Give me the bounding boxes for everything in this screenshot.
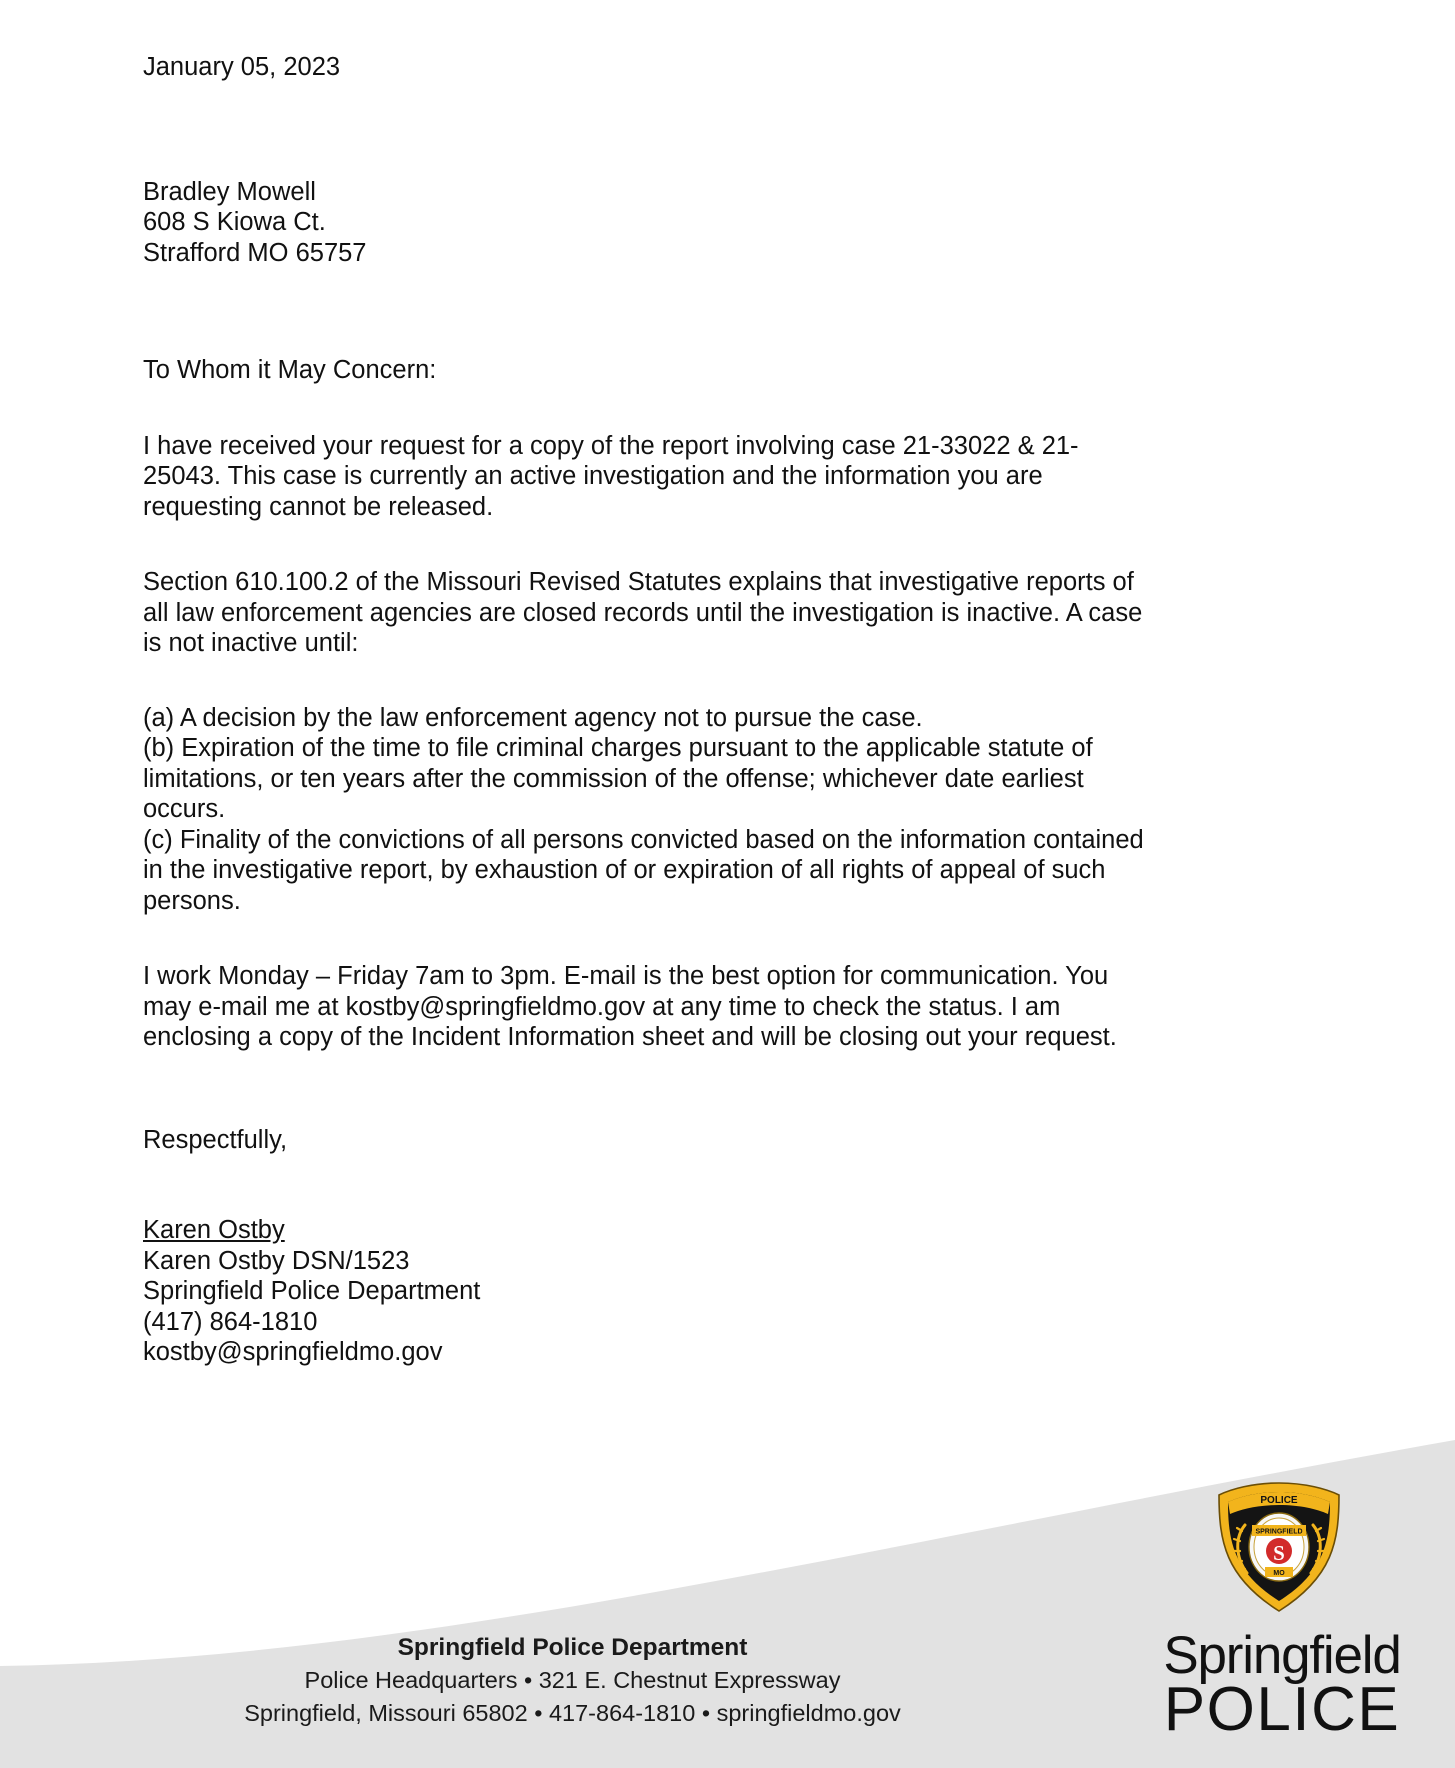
recipient-street: 608 S Kiowa Ct. (143, 208, 326, 236)
clause-c: (c) Finality of the convictions of all persons convicted based on the information contained in the investigative report, by exhaustion of or expiration of all rights of appeal of such persons. (143, 825, 1144, 915)
paragraph-statute: Section 610.100.2 of the Missouri Revised Statutes explains that investigative reports of all law enforcement agencies are closed records until the investigation is inactive. A case is not inactive until: (143, 568, 1143, 657)
footer-address-line-1: Police Headquarters • 321 E. Chestnut Expressway (304, 1667, 841, 1693)
badge-bottom-text: MO (1273, 1569, 1285, 1577)
badge-top-text: POLICE (1260, 1495, 1298, 1506)
footer-contact-block (180, 1631, 965, 1730)
wordmark-line-2: POLICE (1163, 1674, 1401, 1744)
footer-organization: Springfield Police Department (397, 1634, 748, 1661)
signature-name: Karen Ostby (143, 1216, 285, 1244)
signature-block (143, 1215, 1153, 1368)
closing-salutation: Respectfully, (143, 1125, 288, 1154)
police-brand-lockup (1137, 1481, 1427, 1746)
recipient-address-block (143, 177, 1153, 269)
police-badge-icon (1209, 1481, 1349, 1613)
signature-name-dsn: Karen Ostby DSN/1523 (143, 1246, 410, 1275)
badge-center-letter: S (1273, 1541, 1285, 1565)
clause-a: (a) A decision by the law enforcement agency not to pursue the case. (143, 703, 923, 732)
inactive-criteria-list (143, 703, 1153, 917)
letter-body (143, 52, 1153, 1368)
footer-address-line-2: Springfield, Missouri 65802 • 417-864-1810 • springfieldmo.gov (244, 1700, 901, 1726)
paragraph-contact-hours: I work Monday – Friday 7am to 3pm. E-mail is the best option for communication. You may e-mail me at kostby@springfieldmo.gov at any time to check the status. I am enclosing a copy of the Incident Information sheet and will be closing out your request. (143, 962, 1117, 1051)
springfield-police-wordmark (1137, 1626, 1427, 1744)
letter-date: January 05, 2023 (143, 53, 341, 81)
clause-b: (b) Expiration of the time to file criminal charges pursuant to the applicable statute of limitations, or ten years after the commission of the offense; whichever date earliest occurs. (143, 734, 1093, 823)
signature-department: Springfield Police Department (143, 1277, 481, 1305)
salutation: To Whom it May Concern: (143, 356, 437, 384)
page-footer (0, 1428, 1455, 1768)
paragraph-request-denial: I have received your request for a copy of the report involving case 21-33022 & 21-25043. This case is currently an active investigation and the information you are requesting cannot be released. (143, 431, 1079, 521)
wordmark-line-1: Springfield (1163, 1626, 1401, 1686)
signature-email: kostby@springfieldmo.gov (143, 1338, 443, 1366)
recipient-city-state-zip: Strafford MO 65757 (143, 238, 367, 267)
recipient-name: Bradley Mowell (143, 177, 316, 206)
signature-phone: (417) 864-1810 (143, 1307, 318, 1336)
badge-mid-text: SPRINGFIELD (1255, 1528, 1303, 1536)
